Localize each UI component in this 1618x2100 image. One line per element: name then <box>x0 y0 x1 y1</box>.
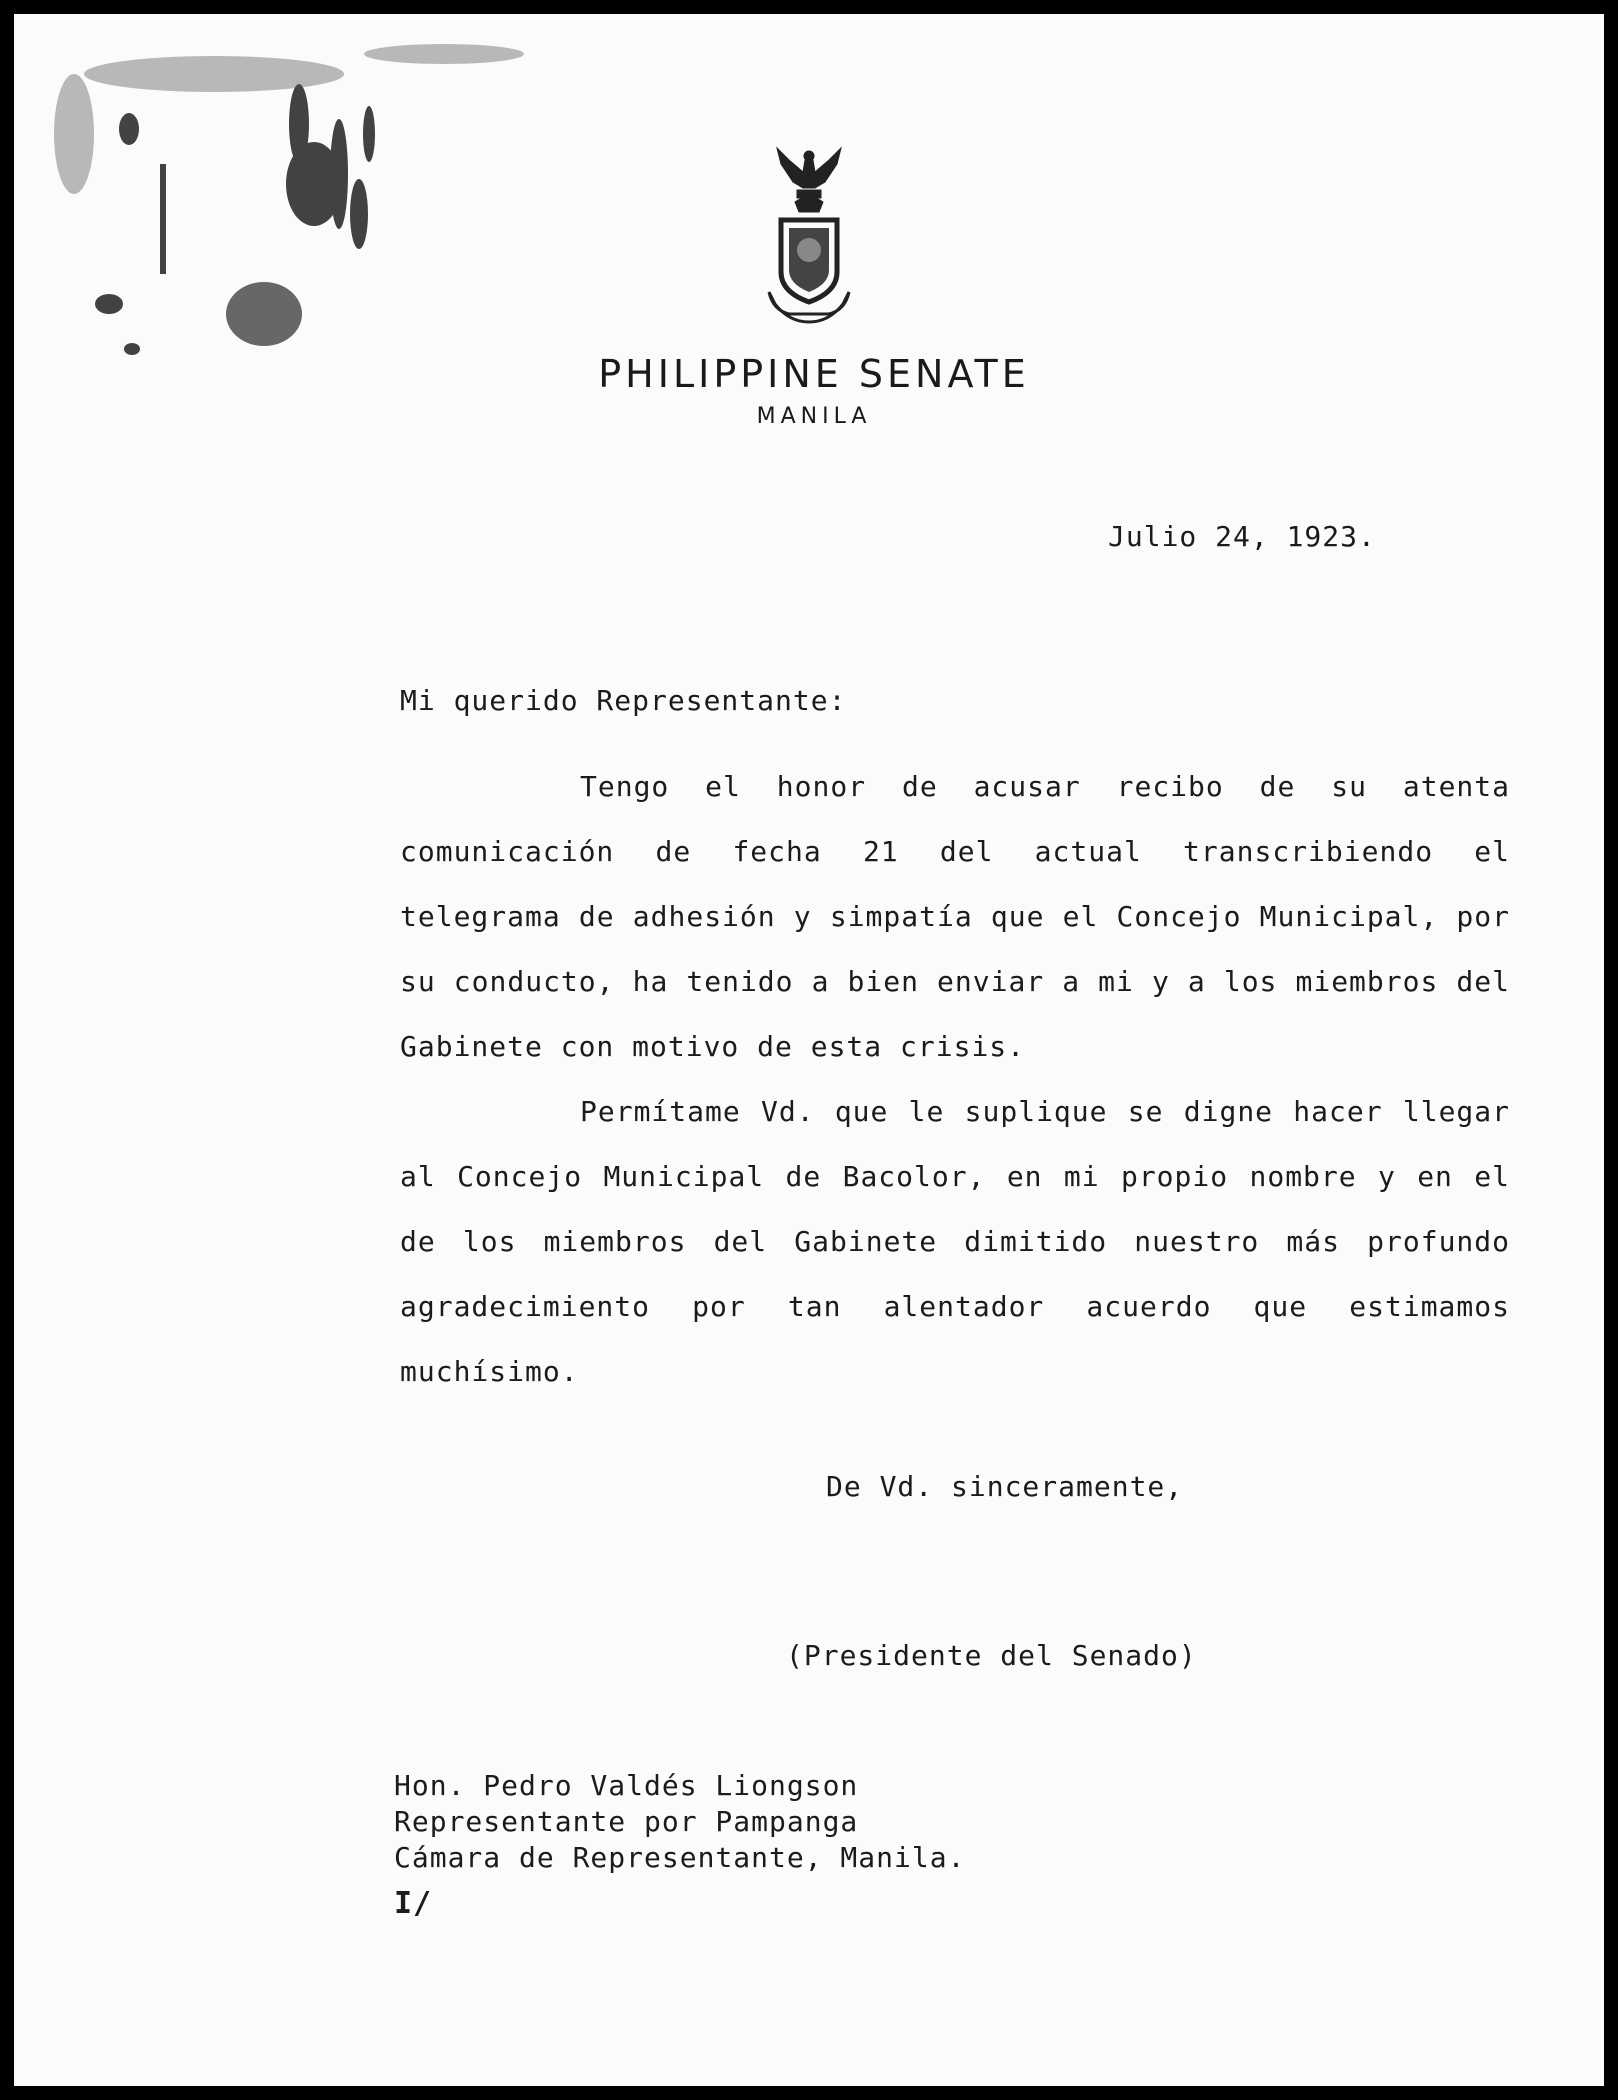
organization-name: PHILIPPINE SENATE <box>598 352 1030 396</box>
organization-city: MANILA <box>756 404 872 429</box>
recipient-name: Hon. Pedro Valdés Liongson <box>394 1769 859 1802</box>
senate-seal-icon <box>759 142 859 332</box>
letter-body <box>400 754 1510 1404</box>
typist-initials: I/ <box>394 1886 433 1921</box>
paragraph: Permítame Vd. que le suplique se digne hacer llegar al Concejo Municipal de Bacolor, en mi propio nombre y en el de los miembros del Gabinete dimitido nuestro más profundo agradecimiento por tan alentador acuerdo que estimamos muchísimo. <box>400 1095 1510 1388</box>
letter-page <box>14 14 1604 2086</box>
closing: De Vd. sinceramente, <box>826 1470 1184 1503</box>
signature-title: (Presidente del Senado) <box>786 1639 1197 1672</box>
letterhead <box>14 142 1604 429</box>
recipient-position: Representante por Pampanga <box>394 1805 859 1838</box>
recipient-address <box>394 1768 965 1876</box>
paragraph: Tengo el honor de acusar recibo de su atenta comunicación de fecha 21 del actual transcribiendo el telegrama de adhesión y simpatía que el Concejo Municipal, por su conducto, ha tenido a bien enviar a mi y a los miembros del Gabinete con motivo de esta crisis. <box>400 770 1510 1063</box>
letter-date: Julio 24, 1923. <box>1108 520 1376 553</box>
salutation: Mi querido Representante: <box>400 684 847 717</box>
recipient-location: Cámara de Representante, Manila. <box>394 1841 966 1874</box>
